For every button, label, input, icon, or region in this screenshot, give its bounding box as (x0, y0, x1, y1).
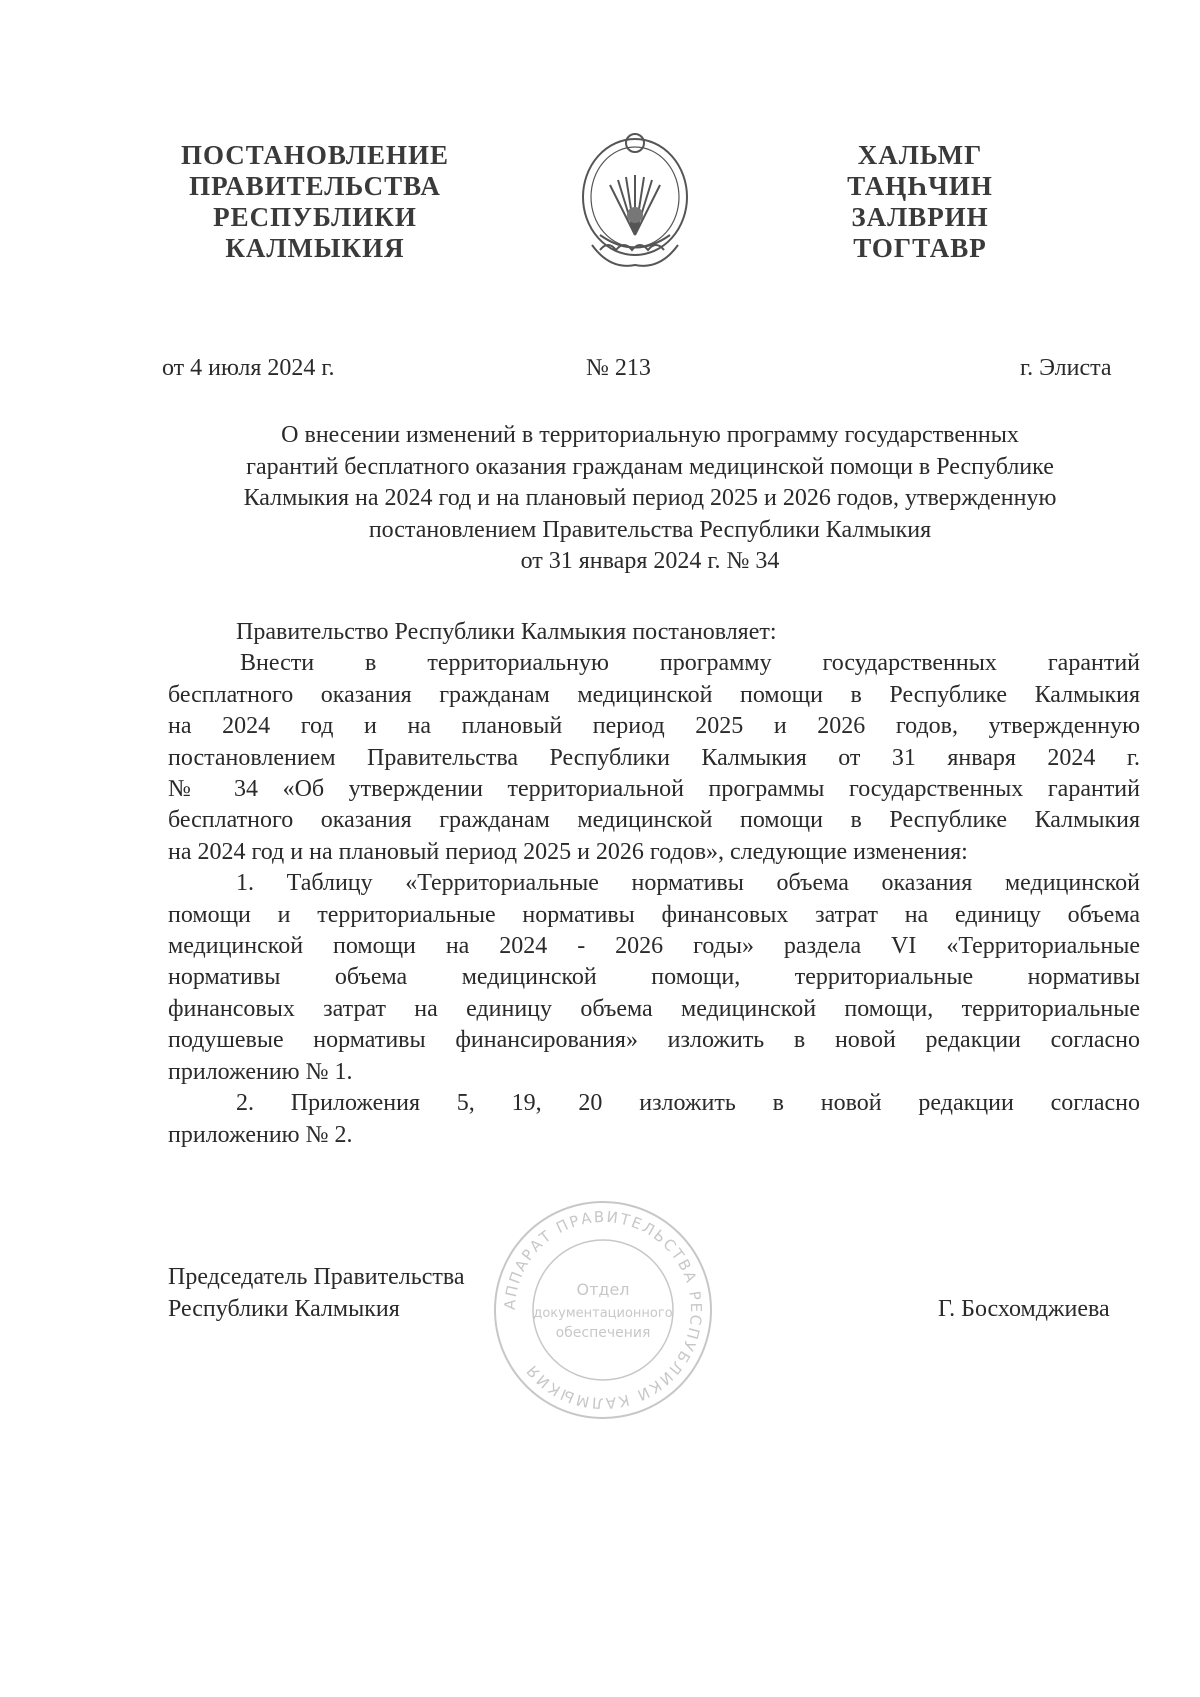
intro-paragraph: Правительство Республики Калмыкия постановляет: (236, 619, 777, 645)
body-line: № 34 «Об утверждении территориальной программы государственных гарантий (168, 776, 1140, 803)
header-right-line: ЗАЛВРИН (851, 202, 989, 232)
header-right-line: ТАҢҺЧИН (847, 171, 993, 201)
item1-line: приложению № 1. (168, 1058, 353, 1085)
stamp-center-line: обеспечения (555, 1325, 651, 1341)
item1-line: 1. Таблицу «Территориальные нормативы объема оказания медицинской (236, 870, 1140, 897)
body-line: бесплатного оказания гражданам медицинской помощи в Республике Калмыкия (168, 681, 1140, 708)
header-left-line: ПРАВИТЕЛЬСТВА (189, 171, 441, 201)
header-left-line: РЕСПУБЛИКИ (213, 202, 417, 232)
document-city: г. Элиста (1020, 355, 1112, 381)
document-title (160, 420, 1140, 578)
header-right-line: ХАЛЬМГ (857, 140, 983, 170)
item1-line: финансовых затрат на единицу объема медицинской помощи, территориальные (168, 995, 1140, 1022)
official-stamp-seal (488, 1195, 718, 1425)
signatory-position-line: Республики Калмыкия (168, 1296, 400, 1322)
title-line: Калмыкия на 2024 год и на плановый период 2025 и 2026 годов, утвержденную (243, 485, 1057, 511)
document-number: № 213 (586, 355, 651, 381)
item1-line: медицинской помощи на 2024 - 2026 годы» раздела VI «Территориальные (168, 933, 1140, 960)
document-date: от 4 июля 2024 г. (162, 355, 335, 381)
header-right-line: ТОГТАВР (853, 233, 987, 263)
header-right-title (820, 140, 1020, 264)
title-line: гарантий бесплатного оказания гражданам медицинской помощи в Республике (246, 453, 1054, 480)
stamp-ring-text: АППАРАТ ПРАВИТЕЛЬСТВА РЕСПУБЛИКИ КАЛМЫКИЯ (500, 1207, 706, 1413)
title-line: О внесении изменений в территориальную программу государственных (281, 422, 1019, 448)
signatory-position-line: Председатель Правительства (168, 1264, 465, 1290)
document-body (168, 617, 1140, 1151)
header-left-title (170, 140, 460, 264)
coat-of-arms-emblem (570, 125, 700, 275)
item1-line: нормативы объема медицинской помощи, территориальные нормативы (168, 964, 1140, 991)
body-line: на 2024 год и на плановый период 2025 и 2026 годов», следующие изменения: (168, 838, 968, 865)
header-left-line: КАЛМЫКИЯ (225, 233, 405, 263)
signatory-name: Г. Босхомджиева (938, 1296, 1110, 1322)
body-line: Внести в территориальную программу государственных гарантий (240, 650, 1140, 677)
item1-line: подушевые нормативы финансирования» изложить в новой редакции согласно (168, 1027, 1140, 1054)
stamp-center-line: документационного (533, 1306, 673, 1321)
item2-line: 2. Приложения 5, 19, 20 изложить в новой редакции согласно (236, 1090, 1140, 1117)
signatory-position (168, 1261, 465, 1325)
title-line: от 31 января 2024 г. № 34 (520, 548, 780, 574)
body-line: бесплатного оказания гражданам медицинской помощи в Республике Калмыкия (168, 807, 1140, 834)
body-line: на 2024 год и на плановый период 2025 и 2026 годов, утвержденную (168, 713, 1140, 740)
header-left-line: ПОСТАНОВЛЕНИЕ (180, 140, 450, 170)
title-line: постановлением Правительства Республики Калмыкия (368, 516, 932, 543)
stamp-center-line: Отдел (576, 1280, 630, 1299)
item2-line: приложению № 2. (168, 1121, 353, 1148)
body-line: постановлением Правительства Республики Калмыкия от 31 января 2024 г. (168, 744, 1140, 771)
item1-line: помощи и территориальные нормативы финансовых затрат на единицу объема (168, 901, 1140, 928)
